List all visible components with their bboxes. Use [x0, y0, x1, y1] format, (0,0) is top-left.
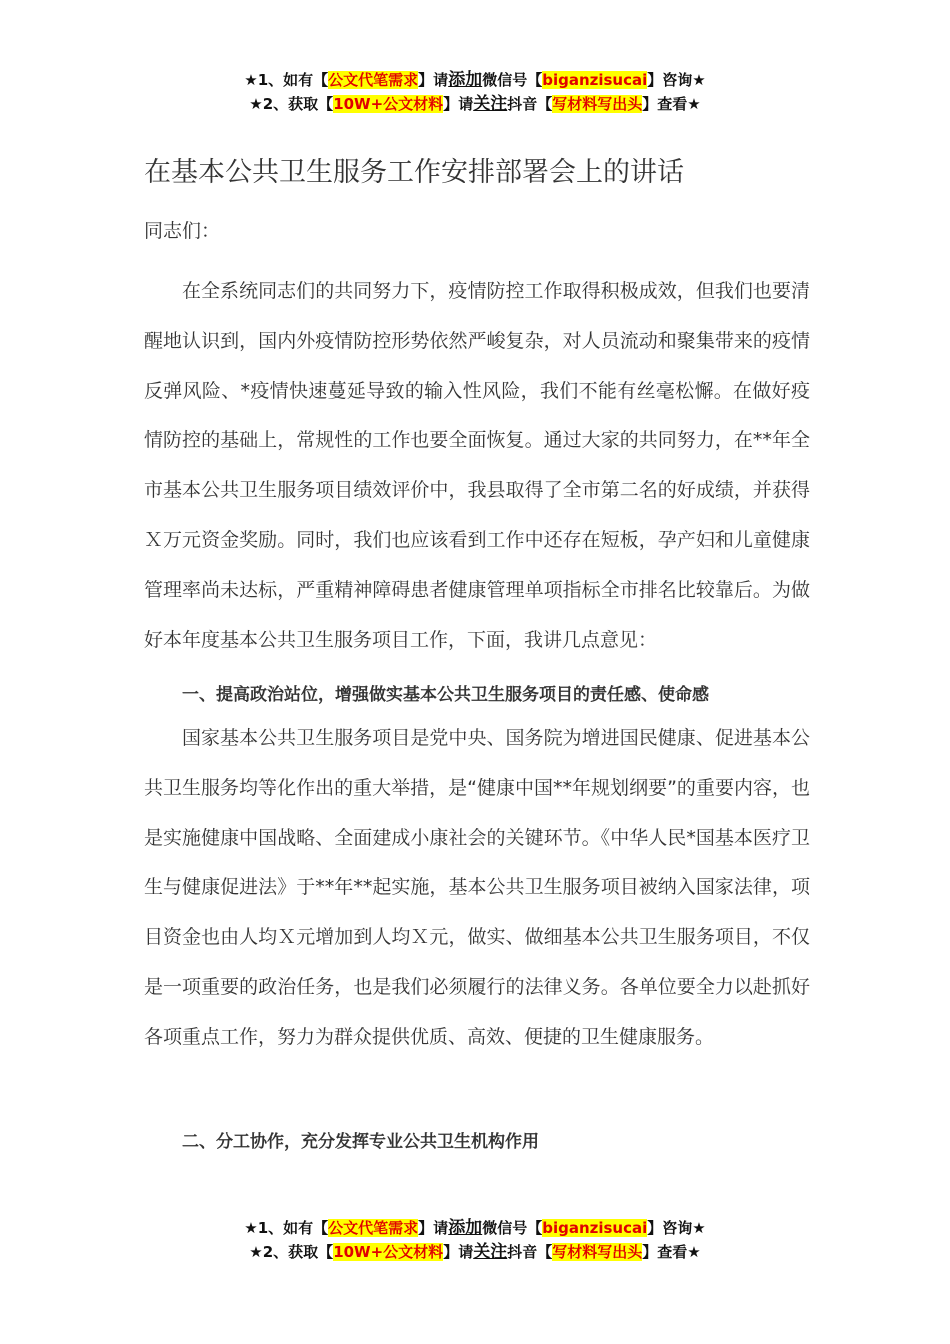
banner-text: 微信号【 — [482, 1219, 543, 1237]
banner-text: 微信号【 — [482, 71, 543, 89]
banner-highlight: 写材料写出头 — [552, 95, 643, 113]
banner-text: 】咨询★ — [647, 1219, 706, 1237]
banner-highlight: biganzisucai — [542, 1219, 648, 1237]
banner-highlight: 公文代笔需求 — [328, 1219, 419, 1237]
banner-text: ★2、获取【 — [249, 95, 334, 113]
banner-text: 】请 — [443, 95, 474, 113]
banner-text: 抖音【 — [507, 95, 553, 113]
banner-line-1 — [0, 68, 950, 92]
banner-text: 抖音【 — [507, 1243, 553, 1261]
banner-text: 】请 — [418, 71, 449, 89]
banner-highlight: biganzisucai — [542, 71, 648, 89]
banner-highlight: 10W+公文材料 — [333, 1243, 444, 1261]
footer-banner — [0, 1216, 950, 1264]
banner-line-1 — [0, 1216, 950, 1240]
banner-emphasis: 关注 — [473, 94, 508, 114]
paragraph-text: 国家基本公共卫生服务项目是党中央、国务院为增进国民健康、促进基本公共卫生服务均等化作出的重大举措，是“健康中国**年规划纲要”的重要内容，也是实施健康中国战略、全面建成小康社会的关键环节。《中华人民*国基本医疗卫生与健康促进法》于**年**起实施，基本公共卫生服务项目被纳入国家法律，项目资金也由人均Ｘ元增加到人均Ｘ元，做实、做细基本公共卫生服务项目，不仅是一项重要的政治任务，也是我们必须履行的法律义务。各单位要全力以赴抓好各项重点工作，努力为群众提供优质、高效、便捷的卫生健康服务。 — [144, 727, 810, 1048]
banner-highlight: 10W+公文材料 — [333, 95, 444, 113]
banner-text: 】查看★ — [642, 1243, 701, 1261]
section-heading-2: 二、分工协作，充分发挥专业公共卫生机构作用 — [182, 1132, 539, 1152]
banner-highlight: 公文代笔需求 — [328, 71, 419, 89]
banner-emphasis: 关注 — [473, 1242, 508, 1262]
banner-line-2 — [0, 92, 950, 116]
banner-text: 】咨询★ — [647, 71, 706, 89]
header-banner — [0, 68, 950, 116]
paragraph-text: 在全系统同志们的共同努力下，疫情防控工作取得积极成效，但我们也要清醒地认识到，国内外疫情防控形势依然严峻复杂，对人员流动和聚集带来的疫情反弹风险、*疫情快速蔓延导致的输入性风险，我们不能有丝毫松懈。在做好疫情防控的基础上，常规性的工作也要全面恢复。通过大家的共同努力，在**年全市基本公共卫生服务项目绩效评价中，我县取得了全市第二名的好成绩，并获得Ｘ万元资金奖励。同时，我们也应该看到工作中还存在短板，孕产妇和儿童健康管理率尚未达标，严重精神障碍患者健康管理单项指标全市排名比较靠后。为做好本年度基本公共卫生服务项目工作，下面，我讲几点意见： — [144, 280, 810, 651]
paragraph-2 — [144, 714, 810, 1063]
banner-text: ★1、如有【 — [244, 1219, 329, 1237]
banner-text: 】查看★ — [642, 95, 701, 113]
banner-text: ★1、如有【 — [244, 71, 329, 89]
section-heading-1: 一、提高政治站位，增强做实基本公共卫生服务项目的责任感、使命感 — [182, 685, 709, 705]
banner-text: 】请 — [443, 1243, 474, 1261]
salutation: 同志们： — [144, 220, 221, 242]
paragraph-1 — [144, 267, 810, 665]
banner-text: ★2、获取【 — [249, 1243, 334, 1261]
banner-highlight: 写材料写出头 — [552, 1243, 643, 1261]
banner-emphasis: 添加 — [448, 70, 483, 90]
banner-text: 】请 — [418, 1219, 449, 1237]
banner-emphasis: 添加 — [448, 1218, 483, 1238]
banner-line-2 — [0, 1240, 950, 1264]
document-title: 在基本公共卫生服务工作安排部署会上的讲话 — [144, 157, 684, 188]
